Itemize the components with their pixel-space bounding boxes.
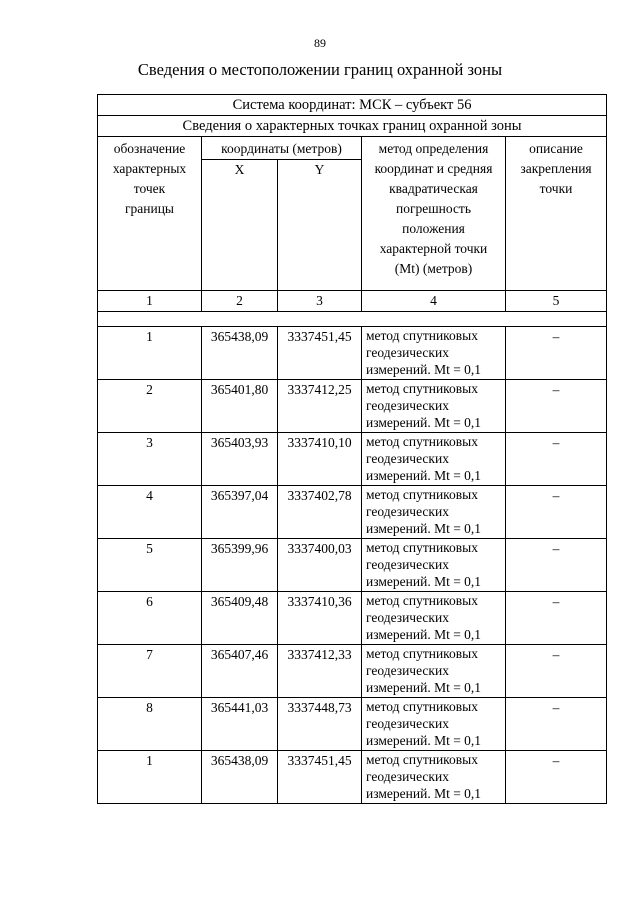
point-cell: 7 [98, 645, 202, 698]
column-number: 1 [98, 291, 202, 312]
method-cell [362, 592, 506, 645]
method-line: метод спутниковых [366, 752, 478, 767]
header-method-line: характерной точки [379, 241, 488, 256]
description-cell: – [506, 380, 607, 433]
method-line: геодезических [366, 345, 449, 360]
table-row [98, 698, 607, 751]
header-method [362, 137, 506, 291]
table-row [98, 751, 607, 804]
spacer-row [98, 312, 607, 327]
column-number: 2 [202, 291, 278, 312]
method-line: измерений. Mt = 0,1 [366, 468, 482, 483]
header-x: X [202, 160, 278, 291]
method-line: геодезических [366, 451, 449, 466]
method-line: метод спутниковых [366, 328, 478, 343]
header-y: Y [278, 160, 362, 291]
page-number: 89 [314, 36, 326, 50]
x-cell: 365403,93 [202, 433, 278, 486]
header-method-line: координат и средняя [374, 161, 493, 176]
header-point-line: границы [124, 201, 175, 216]
description-cell: – [506, 645, 607, 698]
description-cell: – [506, 486, 607, 539]
table-row [98, 486, 607, 539]
document-title: Сведения о местоположении границ охранной зоны [137, 60, 503, 79]
table-row [98, 327, 607, 380]
method-line: метод спутниковых [366, 646, 478, 661]
point-cell: 8 [98, 698, 202, 751]
y-cell: 3337451,45 [278, 327, 362, 380]
y-cell: 3337451,45 [278, 751, 362, 804]
method-cell [362, 751, 506, 804]
method-line: метод спутниковых [366, 434, 478, 449]
column-number: 4 [362, 291, 506, 312]
point-cell: 1 [98, 327, 202, 380]
section-title-cell: Сведения о характерных точках границ охранной зоны [98, 116, 607, 137]
description-cell: – [506, 751, 607, 804]
coordinate-system-cell: Система координат: МСК – субъект 56 [98, 95, 607, 116]
y-cell: 3337448,73 [278, 698, 362, 751]
header-method-line: квадратическая [389, 181, 478, 196]
method-cell [362, 486, 506, 539]
method-cell [362, 327, 506, 380]
section-title-row [98, 116, 607, 137]
spacer-cell [98, 312, 607, 327]
point-cell: 2 [98, 380, 202, 433]
description-cell: – [506, 698, 607, 751]
description-cell: – [506, 592, 607, 645]
x-cell: 365401,80 [202, 380, 278, 433]
header-method-line: погрешность [395, 201, 471, 216]
method-line: метод спутниковых [366, 593, 478, 608]
coordinate-system-row [98, 95, 607, 116]
table-row [98, 380, 607, 433]
y-cell: 3337400,03 [278, 539, 362, 592]
boundary-points-table [97, 94, 607, 804]
x-cell: 365438,09 [202, 327, 278, 380]
header-point [98, 137, 202, 291]
method-line: геодезических [366, 557, 449, 572]
y-cell: 3337412,33 [278, 645, 362, 698]
table-row [98, 645, 607, 698]
header-method-line: (Mt) (метров) [394, 261, 473, 276]
method-line: измерений. Mt = 0,1 [366, 627, 482, 642]
method-line: измерений. Mt = 0,1 [366, 680, 482, 695]
header-point-line: точек [133, 181, 166, 196]
method-line: измерений. Mt = 0,1 [366, 521, 482, 536]
point-cell: 3 [98, 433, 202, 486]
method-cell [362, 698, 506, 751]
method-cell [362, 645, 506, 698]
y-cell: 3337410,10 [278, 433, 362, 486]
method-line: геодезических [366, 769, 449, 784]
method-line: геодезических [366, 610, 449, 625]
x-cell: 365438,09 [202, 751, 278, 804]
method-line: геодезических [366, 663, 449, 678]
y-cell: 3337412,25 [278, 380, 362, 433]
method-cell [362, 539, 506, 592]
column-number: 3 [278, 291, 362, 312]
point-cell: 6 [98, 592, 202, 645]
x-cell: 365441,03 [202, 698, 278, 751]
method-cell [362, 433, 506, 486]
header-method-line: положения [402, 221, 465, 236]
table-row [98, 433, 607, 486]
method-line: измерений. Mt = 0,1 [366, 362, 482, 377]
point-cell: 4 [98, 486, 202, 539]
header-point-line: обозначение [113, 141, 186, 156]
header-row-1 [98, 137, 607, 160]
method-cell [362, 380, 506, 433]
x-cell: 365407,46 [202, 645, 278, 698]
description-cell: – [506, 539, 607, 592]
table-row [98, 592, 607, 645]
description-cell: – [506, 327, 607, 380]
header-description-line: точки [539, 181, 573, 196]
y-cell: 3337402,78 [278, 486, 362, 539]
header-description-line: описание [529, 141, 583, 156]
method-line: измерений. Mt = 0,1 [366, 574, 482, 589]
method-line: измерений. Mt = 0,1 [366, 733, 482, 748]
column-number: 5 [506, 291, 607, 312]
method-line: геодезических [366, 716, 449, 731]
method-line: метод спутниковых [366, 381, 478, 396]
table-row [98, 539, 607, 592]
header-description [506, 137, 607, 291]
header-description-line: закрепления [520, 161, 592, 176]
description-cell: – [506, 433, 607, 486]
method-line: метод спутниковых [366, 540, 478, 555]
method-line: метод спутниковых [366, 487, 478, 502]
method-line: измерений. Mt = 0,1 [366, 786, 482, 801]
y-cell: 3337410,36 [278, 592, 362, 645]
header-point-line: характерных [112, 161, 187, 176]
x-cell: 365399,96 [202, 539, 278, 592]
point-cell: 1 [98, 751, 202, 804]
point-cell: 5 [98, 539, 202, 592]
header-coordinates: координаты (метров) [202, 137, 362, 160]
x-cell: 365397,04 [202, 486, 278, 539]
method-line: измерений. Mt = 0,1 [366, 415, 482, 430]
column-number-row [98, 291, 607, 312]
method-line: геодезических [366, 504, 449, 519]
method-line: метод спутниковых [366, 699, 478, 714]
header-method-line: метод определения [378, 141, 489, 156]
x-cell: 365409,48 [202, 592, 278, 645]
method-line: геодезических [366, 398, 449, 413]
